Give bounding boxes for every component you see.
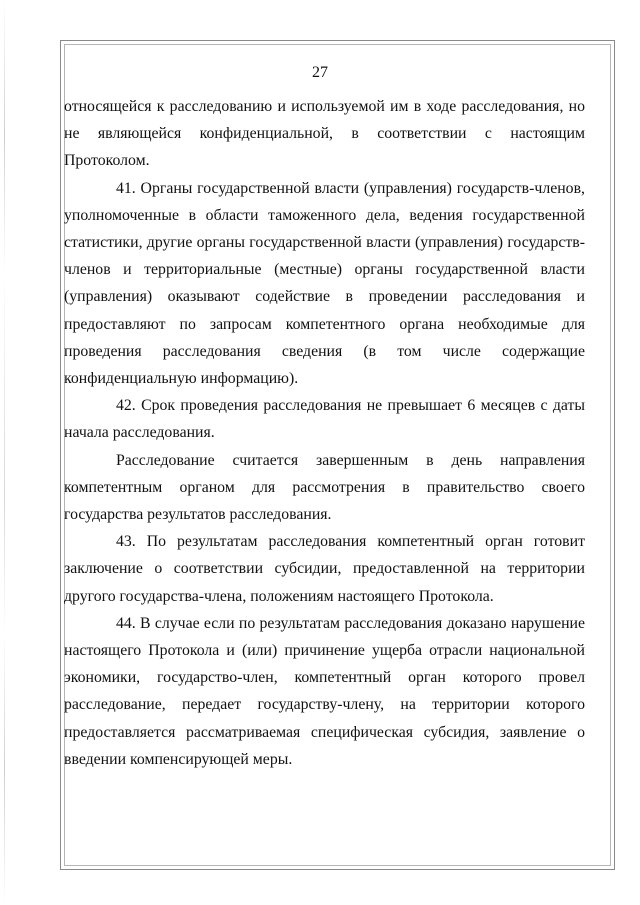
- paragraph-continuation: относящейся к расследованию и используемой им в ходе расследования, но не являющейся конфиденциальной, в соответствии с настоящим Протоколом.: [64, 98, 585, 170]
- document-body: [64, 93, 585, 773]
- scan-edge: [4, 0, 5, 905]
- paragraph-43: 43. По результатам расследования компетентный орган готовит заключение о соответствии субсидии, предоставленной на территории другого государства-члена, положениям настоящего Протокола.: [64, 533, 585, 605]
- page-number: 27: [312, 64, 328, 81]
- paragraph-44: 44. В случае если по результатам расследования доказано нарушение настоящего Протокола и (или) причинение ущерба отрасли национальной экономики, государство-член, компетентный орган которого провел расследование, передает государству-члену, на территории которого предоставляется рассматриваемая специфическая субсидия, заявление о введении компенсирующей меры.: [64, 614, 585, 768]
- paragraph-42: 42. Срок проведения расследования не превышает 6 месяцев с даты начала расследования.: [64, 397, 585, 442]
- paragraph-41: 41. Органы государственной власти (управления) государств-членов, уполномоченные в области таможенного дела, ведения государственной статистики, другие органы государственной власти (управления) государств-членов и территориальные (местные) органы государственной власти (управления) оказывают содействие в проведении расследования и предоставляют по запросам компетентного органа необходимые для проведения расследования сведения (в том числе содержащие конфиденциальную информацию).: [64, 179, 585, 388]
- paragraph-investigation-complete: Расследование считается завершенным в день направления компетентным органом для рассмотрения в правительство своего государства результатов расследования.: [64, 451, 585, 524]
